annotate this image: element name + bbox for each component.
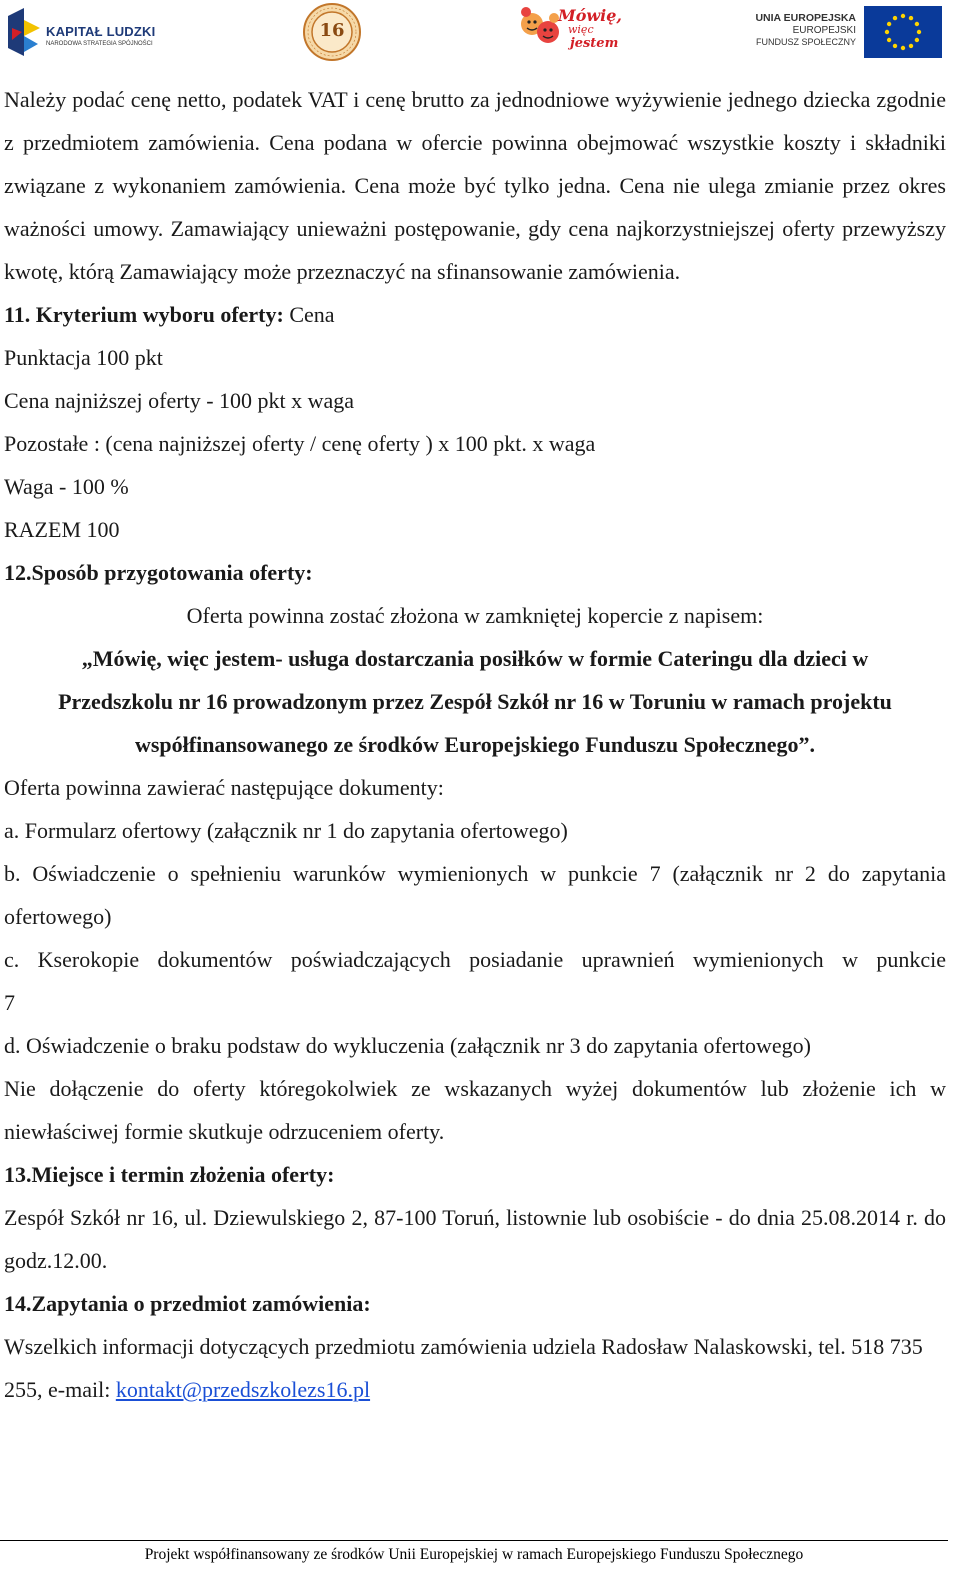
scoring-others: Pozostałe : (cena najniższej oferty / cenę oferty ) x 100 pkt. x waga <box>4 431 596 456</box>
footer-divider <box>0 1540 948 1541</box>
rejection-warning: Nie dołączenie do oferty któregokolwiek ze wskazanych wyżej dokumentów lub złożenie ich w niewłaściwej formie skutkuje odrzuceniem oferty. <box>4 1076 946 1144</box>
mowie-wiec-jestem-logo <box>518 2 622 60</box>
document-item-b: b. Oświadczenie o spełnieniu warunków wymienionych w punkcie 7 (załącznik nr 2 do zapytania ofertowego) <box>4 861 946 929</box>
document-item-d: d. Oświadczenie o braku podstaw do wykluczenia (załącznik nr 3 do zapytania ofertowego) <box>4 1033 811 1058</box>
scoring-weight: Waga - 100 % <box>4 474 129 499</box>
envelope-title: „Mówię, więc jestem- usługa dostarczania posiłków w formie Cateringu dla dzieci w Przedszkolu nr 16 prowadzonym przez Zespół Szkół nr 16 w Toruniu w ramach projektu współfinansowanego ze środków Europejskiego Funduszu Społecznego”. <box>58 646 892 757</box>
school-seal-logo <box>302 2 362 62</box>
scoring-lowest-price: Cena najniższej oferty - 100 pkt x waga <box>4 388 355 413</box>
kapital-ludzki-emblem-icon <box>4 6 44 58</box>
contact-email-link[interactable]: kontakt@przedszkolezs16.pl <box>115 1377 371 1402</box>
mwj-line2: więc <box>568 23 594 36</box>
document-item-a: a. Formularz ofertowy (załącznik nr 1 do zapytania ofertowego) <box>4 818 568 843</box>
eu-fund-label-2: FUNDUSZ SPOŁECZNY <box>755 37 856 47</box>
kapital-ludzki-subtitle: NARODOWA STRATEGIA SPÓJNOŚCI <box>46 41 153 47</box>
kapital-ludzki-title: KAPITAŁ LUDZKI <box>46 24 156 39</box>
documents-intro: Oferta powinna zawierać następujące dokumenty: <box>4 775 444 800</box>
intro-paragraph: Należy podać cenę netto, podatek VAT i cenę brutto za jednodniowe wyżywienie jednego dziecka zgodnie z przedmiotem zamówienia. Cena podana w ofercie powinna obejmować wszystkie koszty i składniki związane z wykonaniem zamówienia. Cena może być tylko jedna. Cena nie ulega zmianie przez okres ważności umowy. Zamawiający unieważni postępowanie, gdy cena najkorzystniejszej oferty przewyższy kwotę, którą Zamawiający może przeznaczyć na sfinansowanie zamówienia. <box>4 87 946 284</box>
page-header <box>0 0 960 66</box>
eu-logo <box>752 6 942 58</box>
mwj-line3: jestem <box>570 36 619 51</box>
eu-union-label: UNIA EUROPEJSKA <box>755 12 856 24</box>
section-13-heading: 13.Miejsce i termin złożenia oferty: <box>4 1162 335 1187</box>
school-seal-number: 16 <box>319 20 345 41</box>
section-11-heading-line <box>4 293 946 336</box>
eu-flag-icon <box>864 6 942 58</box>
document-body <box>4 78 946 1411</box>
section-14-heading: 14.Zapytania o przedmiot zamówienia: <box>4 1291 371 1316</box>
contact-text: Wszelkich informacji dotyczących przedmiotu zamówienia udziela Radosław Nalaskowski, tel. 518 735 255, e-mail: <box>4 1334 923 1402</box>
scoring-total: RAZEM 100 <box>4 517 120 542</box>
section-11-heading: 11. Kryterium wyboru oferty: <box>4 302 284 327</box>
submission-place: Zespół Szkół nr 16, ul. Dziewulskiego 2, 87-100 Toruń, listownie lub osobiście - do dnia 25.08.2014 r. do godz.12.00. <box>4 1205 946 1273</box>
section-12-heading: 12.Sposób przygotowania oferty: <box>4 560 313 585</box>
section-11-criterion: Cena <box>283 302 335 327</box>
eu-fund-label-1: EUROPEJSKI <box>792 25 856 36</box>
document-item-c: c. Kserokopie dokumentów poświadczających posiadanie uprawnień wymienionych w punkcie 7 <box>4 947 946 1015</box>
mwj-line1: Mówię, <box>558 6 622 25</box>
kapital-ludzki-logo <box>4 6 164 58</box>
footer-text: Projekt współfinansowany ze środków Unii Europejskiej w ramach Europejskiego Funduszu Społecznego <box>144 1546 804 1563</box>
envelope-instruction: Oferta powinna zostać złożona w zamkniętej kopercie z napisem: <box>186 603 764 628</box>
children-faces-icon <box>518 2 562 58</box>
scoring-points: Punktacja 100 pkt <box>4 345 163 370</box>
contact-paragraph <box>4 1325 946 1411</box>
